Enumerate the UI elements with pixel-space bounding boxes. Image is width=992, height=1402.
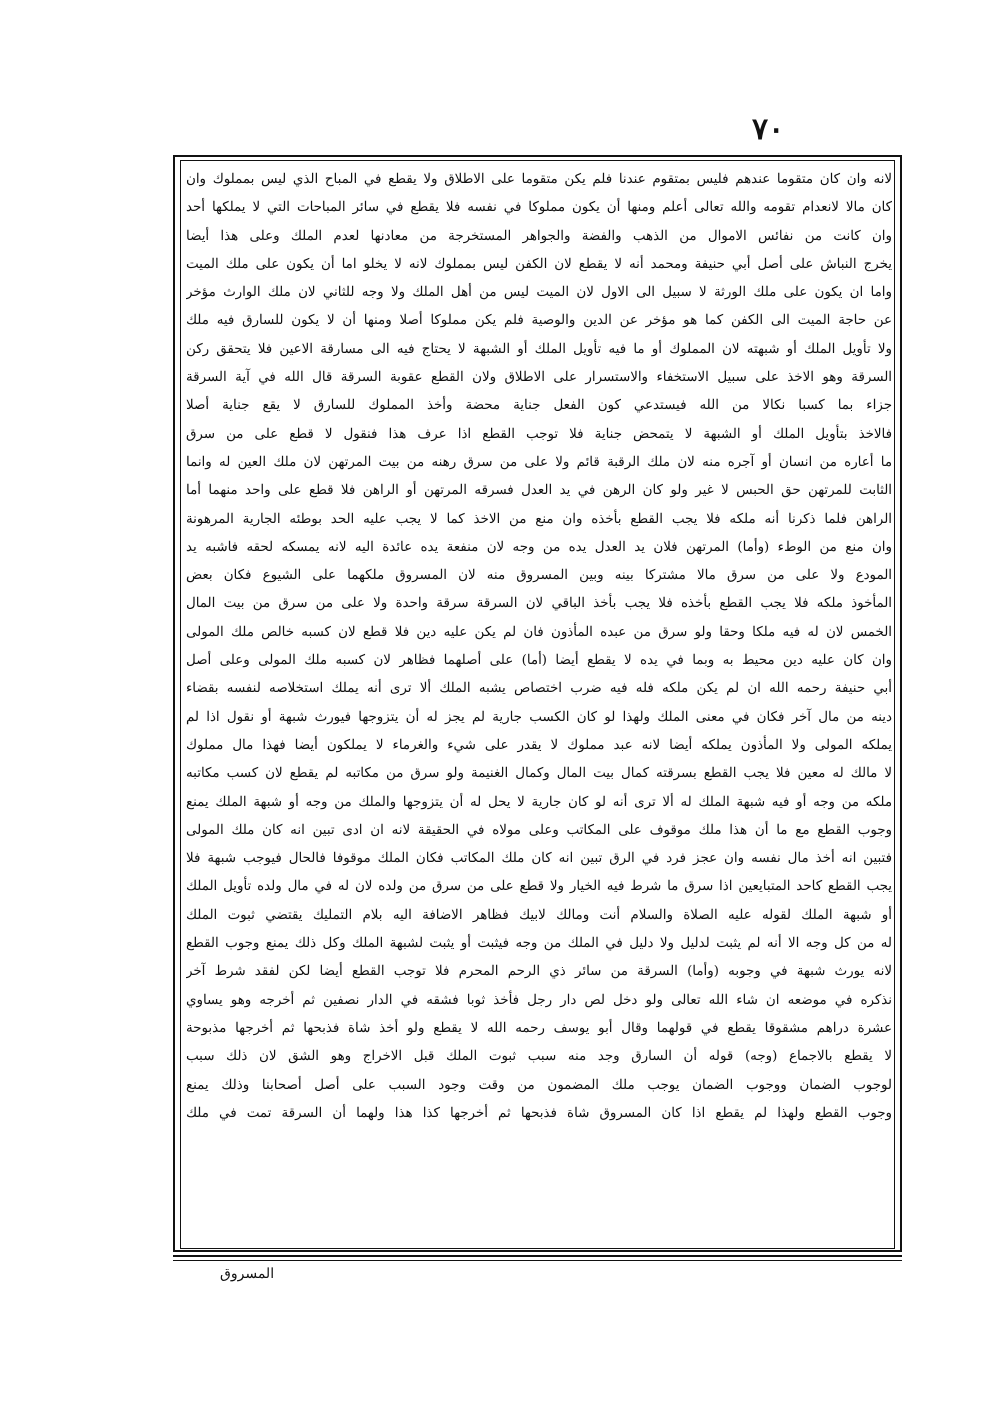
text-line: يجب القطع كاحد المتبايعين اذا سرق ما شرط فيه الخيار ولا قطع على من سرق من ولده لان له في مال ولده تأويل الملك: [186, 879, 892, 895]
text-line: عشرة دراهم مشقوقا يقطع في قولهما وقال أبو يوسف رحمه الله لا يقطع ولو أخذ شاة فذبحها ثم أخرجها مذبوحة: [186, 1020, 892, 1036]
text-line: جزاء بما كسبا نكالا من الله فيستدعي كون الفعل جناية محضة وأخذ المملوك للسارق لا يقع جناية أصلا: [186, 398, 892, 414]
text-line: لانه يورث شبهة في وجوبه (وأما) السرقة من سائر ذي الرحم المحرم فلا توجب القطع أيضا لكن لفقد شرط آخر: [186, 964, 892, 980]
text-line: وان كانت من نفائس الاموال من الذهب والفضة والجواهر المستخرجة من معادنها لعدم الملك وعلى هذا أيضا: [186, 228, 892, 244]
text-line: السرقة وهو الاخذ على سبيل الاستخفاء والاستسرار على الاطلاق ولان القطع عقوبة السرقة قال الله في آية السرقة: [186, 370, 892, 386]
text-line: وان كان عليه دين محيط به وبما في يده لا يقطع أيضا (أما) على أصلهما فظاهر لان كسبه ملك المولى وعلى أصل: [186, 653, 892, 669]
text-line: وجوب القطع مع ما أن هذا ملك موقوف على المكاتب وعلى مولاه في الحقيقة لانه ان ادى تبين انه كان ملك المولى: [186, 822, 892, 838]
catchword: المسروق: [220, 1266, 275, 1282]
text-line: له من كل وجه الا أنه لم يثبت لدليل ولا دليل في الملك من وجه فيثبت أو يثبت لشبهة الملك وكل ذلك يمنع وجوب القطع: [186, 936, 892, 952]
text-line: واما ان يكون على ملك الورثة لا سبيل الى الاول لان الميت ليس من أهل الملك ولا وجه للثاني لان ملك الوارث مؤخر: [186, 285, 892, 301]
text-line: أو شبهة الملك لقوله عليه الصلاة والسلام أنت ومالك لابيك فظاهر الاضافة اليه بلام التمليك يقتضي ثبوت الملك: [186, 907, 892, 923]
text-line: فتبين انه أخذ مال نفسه وان عجز فرد في الرق تبين انه كان ملك المكاتب فكان الملك موقوفا فالحال فيوجب شبهة فلا: [186, 851, 892, 867]
text-line: ولا تأويل الملك أو شبهته لان المملوك أو ما فيه تأويل الملك أو الشبهة لا يحتاج فيه الى مسارقة الاعين فلا يتحقق ركن: [186, 341, 892, 357]
text-line: لوجوب الضمان ووجوب الضمان يوجب ملك المضمون من وقت وجود السبب على أصل أصحابنا وذلك يمنع: [186, 1077, 892, 1093]
text-line: الخمس لان له فيه ملكا وحقا ولو سرق من عبده المأذون فان لم يكن عليه دين فلا قطع لان كسبه خالص ملك المولى: [186, 624, 892, 640]
text-line: ما أعاره من انسان أو آجره منه لان ملك الرقبة قائم ولا على من سرق رهنه من بيت المرتهن لان ملك العين له وانما: [186, 454, 892, 470]
text-line: وان منع من الوطء (وأما) المرتهن فلان يد العدل يده من وجه لان منفعة يده عائدة اليه لانه يمسكه لحقه فاشبه يد: [186, 539, 892, 555]
text-line: الثابت للمرتهن حق الحبس لا غير ولو كان الرهن في يد العدل فسرقه المرتهن أو الراهن فلا قطع على واحد منهما أما: [186, 483, 892, 499]
bottom-rule-thin: [173, 1260, 902, 1261]
text-line: المأخوذ ملكه فلا يجب القطع بأخذه فلا يجب بأخذ الباقي لان السرقة سرقة واحدة ولا على من سرق من بيت المال: [186, 596, 892, 612]
text-line: وجوب القطع ولهذا لم يقطع اذا كان المسروق شاة فذبحها ثم أخرجها كذا هذا ولهما أن السرقة تمت في ملك: [186, 1105, 892, 1121]
text-line: لا يقطع بالاجماع (وجه) قوله أن السارق وجد منه سبب ثبوت الملك قبل الاخراج وهو الشق لان ذلك سبب: [186, 1049, 892, 1065]
text-line: عن حاجة الميت الى الكفن كما هو مؤخر عن الدين والوصية فلم يكن مملوكا أصلا ومنها أن لا يكون للسارق فيه ملك: [186, 313, 892, 329]
text-line: لا مالك له معين فلا يجب القطع بسرقته كمال بيت المال وكمال الغنيمة ولو سرق من مكاتبه لم يقطع لان كسب مكاتبه: [186, 766, 892, 782]
text-line: كان مالا لانعدام تقومه والله تعالى أعلم ومنها أن يكون مملوكا في نفسه فلا يقطع في سائر المباحات التي لا يملكها أحد: [186, 200, 892, 216]
page-number: ٧٠: [752, 112, 785, 147]
bottom-rule: [173, 1255, 902, 1257]
text-line: ملكه من وجه أو فيه شبهة الملك له ألا ترى أنه لو كان جارية لا يحل له أن يتزوجها والملك من وجه أو شبهة الملك يمنع: [186, 794, 892, 810]
main-text-block: [186, 166, 892, 1246]
text-line: نذكره في موضعه ان شاء الله تعالى ولو دخل لص دار رجل فأخذ ثوبا فشقه في الدار نصفين ثم أخرجه وهو يساوي: [186, 992, 892, 1008]
text-line: دينه من مال آخر فكان في معنى الملك ولهذا لو كان الكسب جارية لم يجز له أن يتزوجها فيورث شبهة أو نقول اذا لم: [186, 709, 892, 725]
text-line: المودع ولا على من سرق مالا مشتركا بينه وبين المسروق منه لان المسروق ملكهما على الشيوع فكان بعض: [186, 568, 892, 584]
text-line: فالاخذ بتأويل الملك أو الشبهة لا يتمحض جناية فلا توجب القطع اذا عرف هذا فنقول لا قطع على من سرق: [186, 426, 892, 442]
text-line: لانه وان كان متقوما عندهم فليس بمتقوم عندنا فلم يكن متقوما على الاطلاق ولا يقطع في المباح الذي ليس بمملوك وان: [186, 172, 892, 187]
text-line: الراهن فلما ذكرنا أنه ملكه فلا يجب القطع بأخذه وان منع من الاخذ كما لا يجب عليه الحد بوطئه الجارية المرهونة: [186, 511, 892, 527]
text-line: يخرج النباش على أصل أبي حنيفة ومحمد أنه لا يقطع لان الكفن ليس بمملوك لانه لا يخلو اما أن يكون على ملك الميت: [186, 256, 892, 272]
text-line: أبي حنيفة رحمه الله ان لم يكن ملكه فله فيه ضرب اختصاص يشبه الملك ألا ترى أنه يملك استخلاصه لنفسه بقضاء: [186, 681, 892, 697]
text-line: يملكه المولى ولا المأذون يملكه أيضا لانه عبد مملوك لا يقدر على شيء والغرماء لا يملكون أيضا فهذا مال مملوك: [186, 737, 892, 753]
